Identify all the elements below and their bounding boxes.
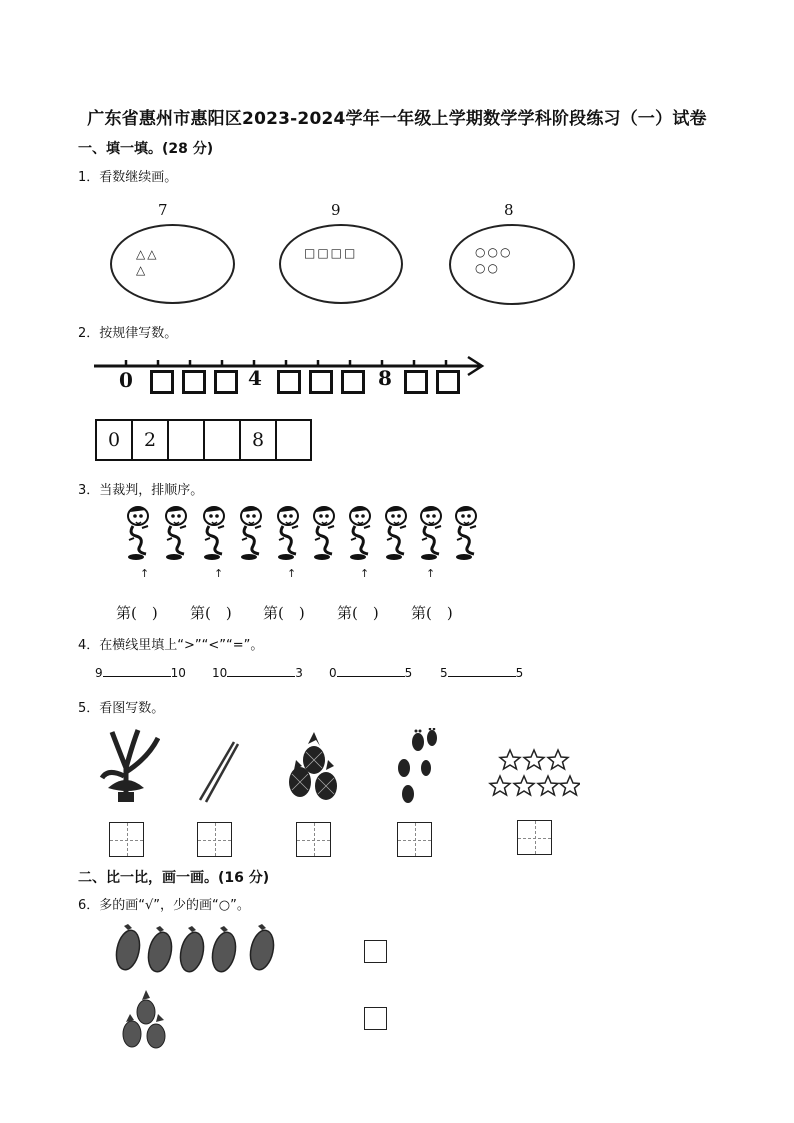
number-line-label-0: 0 bbox=[119, 368, 133, 392]
comparison-left: 10 bbox=[212, 666, 228, 680]
comparison-blank[interactable] bbox=[448, 676, 516, 677]
comparison-blank[interactable] bbox=[227, 676, 295, 677]
oval-2-number: 9 bbox=[331, 201, 341, 219]
ordinal-prompt[interactable]: 第( ) bbox=[337, 604, 379, 622]
number-line-box[interactable] bbox=[182, 370, 206, 394]
oval-1-shapes-line-2: △ bbox=[136, 263, 148, 277]
sequence-cell[interactable] bbox=[205, 421, 241, 459]
question-4-text: 4．在横线里填上“>”“<”“=”。 bbox=[78, 638, 264, 653]
footprints-icon bbox=[392, 728, 444, 804]
arrow-up-icon: ↑ bbox=[426, 567, 436, 580]
number-line-box[interactable] bbox=[214, 370, 238, 394]
number-line-box[interactable] bbox=[436, 370, 460, 394]
comparison-blank[interactable] bbox=[337, 676, 405, 677]
comparison-blank[interactable] bbox=[103, 676, 171, 677]
oval-1 bbox=[110, 224, 235, 304]
answer-grid-box[interactable] bbox=[197, 822, 232, 857]
oval-1-shapes-line-1: △△ bbox=[136, 247, 159, 261]
sprout-icon bbox=[98, 728, 160, 806]
oval-3-shapes-line-1: ○○○ bbox=[475, 245, 513, 259]
comparison-left: 5 bbox=[440, 666, 448, 680]
sequence-table bbox=[95, 419, 312, 461]
sequence-cell[interactable]: 8 bbox=[241, 421, 277, 459]
stars-icon bbox=[488, 748, 580, 800]
arrow-up-icon: ↑ bbox=[140, 567, 150, 580]
sticks-icon bbox=[196, 738, 240, 804]
number-line-box[interactable] bbox=[341, 370, 365, 394]
number-line-box[interactable] bbox=[309, 370, 333, 394]
comparison-left: 9 bbox=[95, 666, 103, 680]
oval-3-number: 8 bbox=[504, 201, 514, 219]
arrow-up-icon: ↑ bbox=[214, 567, 224, 580]
answer-grid-box[interactable] bbox=[517, 820, 552, 855]
arrow-up-icon: ↑ bbox=[360, 567, 370, 580]
arrow-up-icon: ↑ bbox=[287, 567, 297, 580]
oval-3-shapes-line-2: ○○ bbox=[475, 261, 500, 275]
answer-grid-box[interactable] bbox=[397, 822, 432, 857]
comparison-left: 0 bbox=[329, 666, 337, 680]
number-line-label-8: 8 bbox=[378, 366, 392, 390]
pineapples-icon bbox=[118, 988, 174, 1052]
oval-3 bbox=[449, 224, 575, 305]
section-2-heading: 二、比一比，画一画。(16 分) bbox=[78, 870, 270, 886]
question-5-text: 5．看图写数。 bbox=[78, 701, 165, 716]
section-1-heading: 一、填一填。(28 分) bbox=[78, 141, 214, 157]
page-title: 广东省惠州市惠阳区2023-2024学年一年级上学期数学学科阶段练习（一）试卷 bbox=[87, 109, 707, 129]
question-3-text: 3．当裁判，排顺序。 bbox=[78, 483, 204, 498]
question-1-text: 1．看数继续画。 bbox=[78, 170, 178, 185]
sequence-cell[interactable]: 0 bbox=[97, 421, 133, 459]
oval-2-shapes-line-1: □□□□ bbox=[304, 246, 358, 260]
comparison-right: 3 bbox=[295, 666, 303, 680]
comparison-right: 5 bbox=[515, 666, 524, 680]
ordinal-prompt[interactable]: 第( ) bbox=[411, 604, 453, 622]
pineapples-icon bbox=[286, 730, 344, 802]
oval-1-number: 7 bbox=[158, 201, 168, 219]
answer-grid-box[interactable] bbox=[109, 822, 144, 857]
question-2-text: 2．按规律写数。 bbox=[78, 326, 178, 341]
comparison-right: 5 bbox=[404, 666, 413, 680]
answer-grid-box[interactable] bbox=[296, 822, 331, 857]
number-line-box[interactable] bbox=[150, 370, 174, 394]
question-6-text: 6．多的画“√”，少的画“○”。 bbox=[78, 898, 250, 913]
number-line-box[interactable] bbox=[277, 370, 301, 394]
sequence-cell[interactable] bbox=[169, 421, 205, 459]
answer-checkbox[interactable] bbox=[364, 1007, 387, 1030]
ordinal-prompt[interactable]: 第( ) bbox=[116, 604, 158, 622]
ordinal-prompt[interactable]: 第( ) bbox=[190, 604, 232, 622]
number-line-label-4: 4 bbox=[248, 366, 262, 390]
sequence-cell[interactable]: 2 bbox=[133, 421, 169, 459]
oval-2 bbox=[279, 224, 403, 304]
comparison-right: 10 bbox=[170, 666, 186, 680]
comparison-item bbox=[212, 666, 303, 680]
answer-checkbox[interactable] bbox=[364, 940, 387, 963]
comparison-item bbox=[95, 666, 186, 680]
number-line-box[interactable] bbox=[404, 370, 428, 394]
comparison-item bbox=[440, 666, 523, 680]
ordinal-prompt[interactable]: 第( ) bbox=[263, 604, 305, 622]
sequence-cell[interactable] bbox=[277, 421, 313, 459]
eggplants-icon bbox=[112, 922, 282, 974]
comparison-item bbox=[329, 666, 412, 680]
